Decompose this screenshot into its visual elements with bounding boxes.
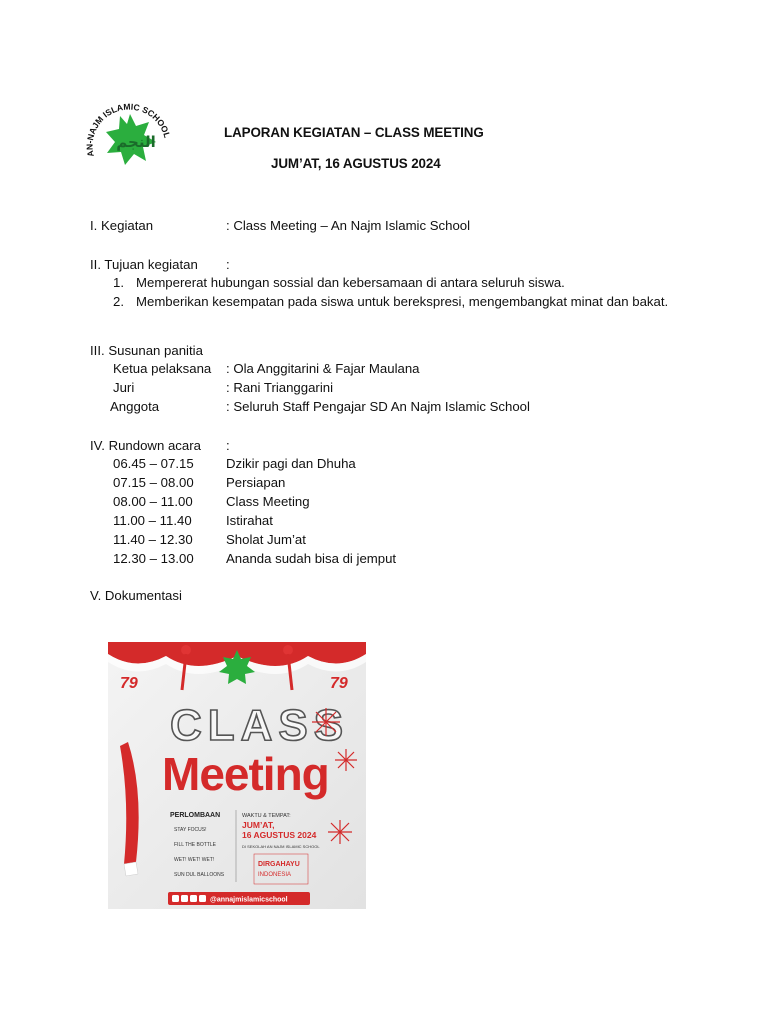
poster-date: 16 AGUSTUS 2024 [242, 830, 317, 840]
poster-lomba-item: WET! WET! WET! [174, 857, 215, 863]
section-4-colon: : [226, 438, 230, 453]
goal-1-text: Mempererat hubungan sossial dan kebersamaan di antara seluruh siswa. [136, 275, 565, 290]
committee-value: : Ola Anggitarini & Fajar Maulana [226, 361, 420, 376]
goal-2-number: 2. [113, 294, 124, 309]
rundown-activity: Dzikir pagi dan Dhuha [226, 456, 356, 471]
report-title: LAPORAN KEGIATAN – CLASS MEETING [224, 125, 484, 140]
section-3-label: III. Susunan panitia [90, 343, 203, 358]
logo-ring-text: AN-NAJM ISLAMIC SCHOO [84, 101, 170, 158]
goal-1-number: 1. [113, 275, 124, 290]
section-4-label: IV. Rundown acara [90, 438, 201, 453]
rundown-activity: Persiapan [226, 475, 286, 490]
poster-class-text: CLASS [170, 701, 350, 750]
rundown-time: 11.00 – 11.40 [113, 513, 192, 528]
committee-value: : Seluruh Staff Pengajar SD An Najm Islamic School [226, 399, 530, 414]
section-2-colon: : [226, 257, 230, 272]
poster-indonesia: INDONESIA [258, 872, 292, 878]
committee-role: Juri [113, 380, 135, 395]
class-meeting-poster [108, 642, 366, 909]
poster-lomba-item: FILL THE BOTTLE [174, 842, 216, 848]
rundown-time: 11.40 – 12.30 [113, 532, 193, 547]
poster-lomba-item: SUN DUL BALLOONS [174, 872, 225, 878]
rundown-activity: Sholat Jum’at [226, 532, 306, 547]
section-1-label: I. Kegiatan [90, 218, 154, 233]
badge-79-left: 79 [120, 675, 138, 692]
goal-2-text: Memberikan kesempatan pada siswa untuk berekspresi, mengembangkat minat dan bakat. [136, 294, 669, 309]
poster-lomba-title: PERLOMBAAN [170, 812, 221, 819]
poster-dirgahayu: DIRGAHAYU [258, 861, 300, 868]
poster-waktu-title: WAKTU & TEMPAT: [242, 813, 291, 819]
rundown-activity: Istirahat [226, 513, 273, 528]
rundown-time: 12.30 – 13.00 [113, 551, 194, 566]
rundown-activity: Ananda sudah bisa di jemput [226, 551, 397, 566]
committee-value: : Rani Trianggarini [226, 380, 334, 395]
committee-role: Anggota [110, 399, 160, 414]
rundown-time: 07.15 – 08.00 [113, 475, 194, 490]
committee-role: Ketua pelaksana [113, 361, 212, 376]
rundown-time: 08.00 – 11.00 [113, 494, 193, 509]
poster-place: DI SEKOLAH AN NAJM ISLAMIC SCHOOL [242, 844, 320, 849]
report-date-title: JUM’AT, 16 AGUSTUS 2024 [271, 156, 441, 171]
rundown-activity: Class Meeting [226, 494, 310, 509]
poster-meeting-text: Meeting [162, 748, 329, 800]
badge-79-right: 79 [330, 675, 348, 692]
rundown-time: 06.45 – 07.15 [113, 456, 194, 471]
poster-lomba-item: STAY FOCUS! [174, 827, 207, 833]
poster-day: JUM’AT, [242, 820, 275, 830]
section-5-label: V. Dokumentasi [90, 588, 182, 603]
poster-handle: @annajmislamicschool [210, 896, 288, 904]
section-2-label: II. Tujuan kegiatan [90, 257, 198, 272]
section-1-value: : Class Meeting – An Najm Islamic School [226, 218, 471, 233]
school-logo [78, 92, 170, 180]
logo-arabic-text: النجم [116, 133, 156, 151]
